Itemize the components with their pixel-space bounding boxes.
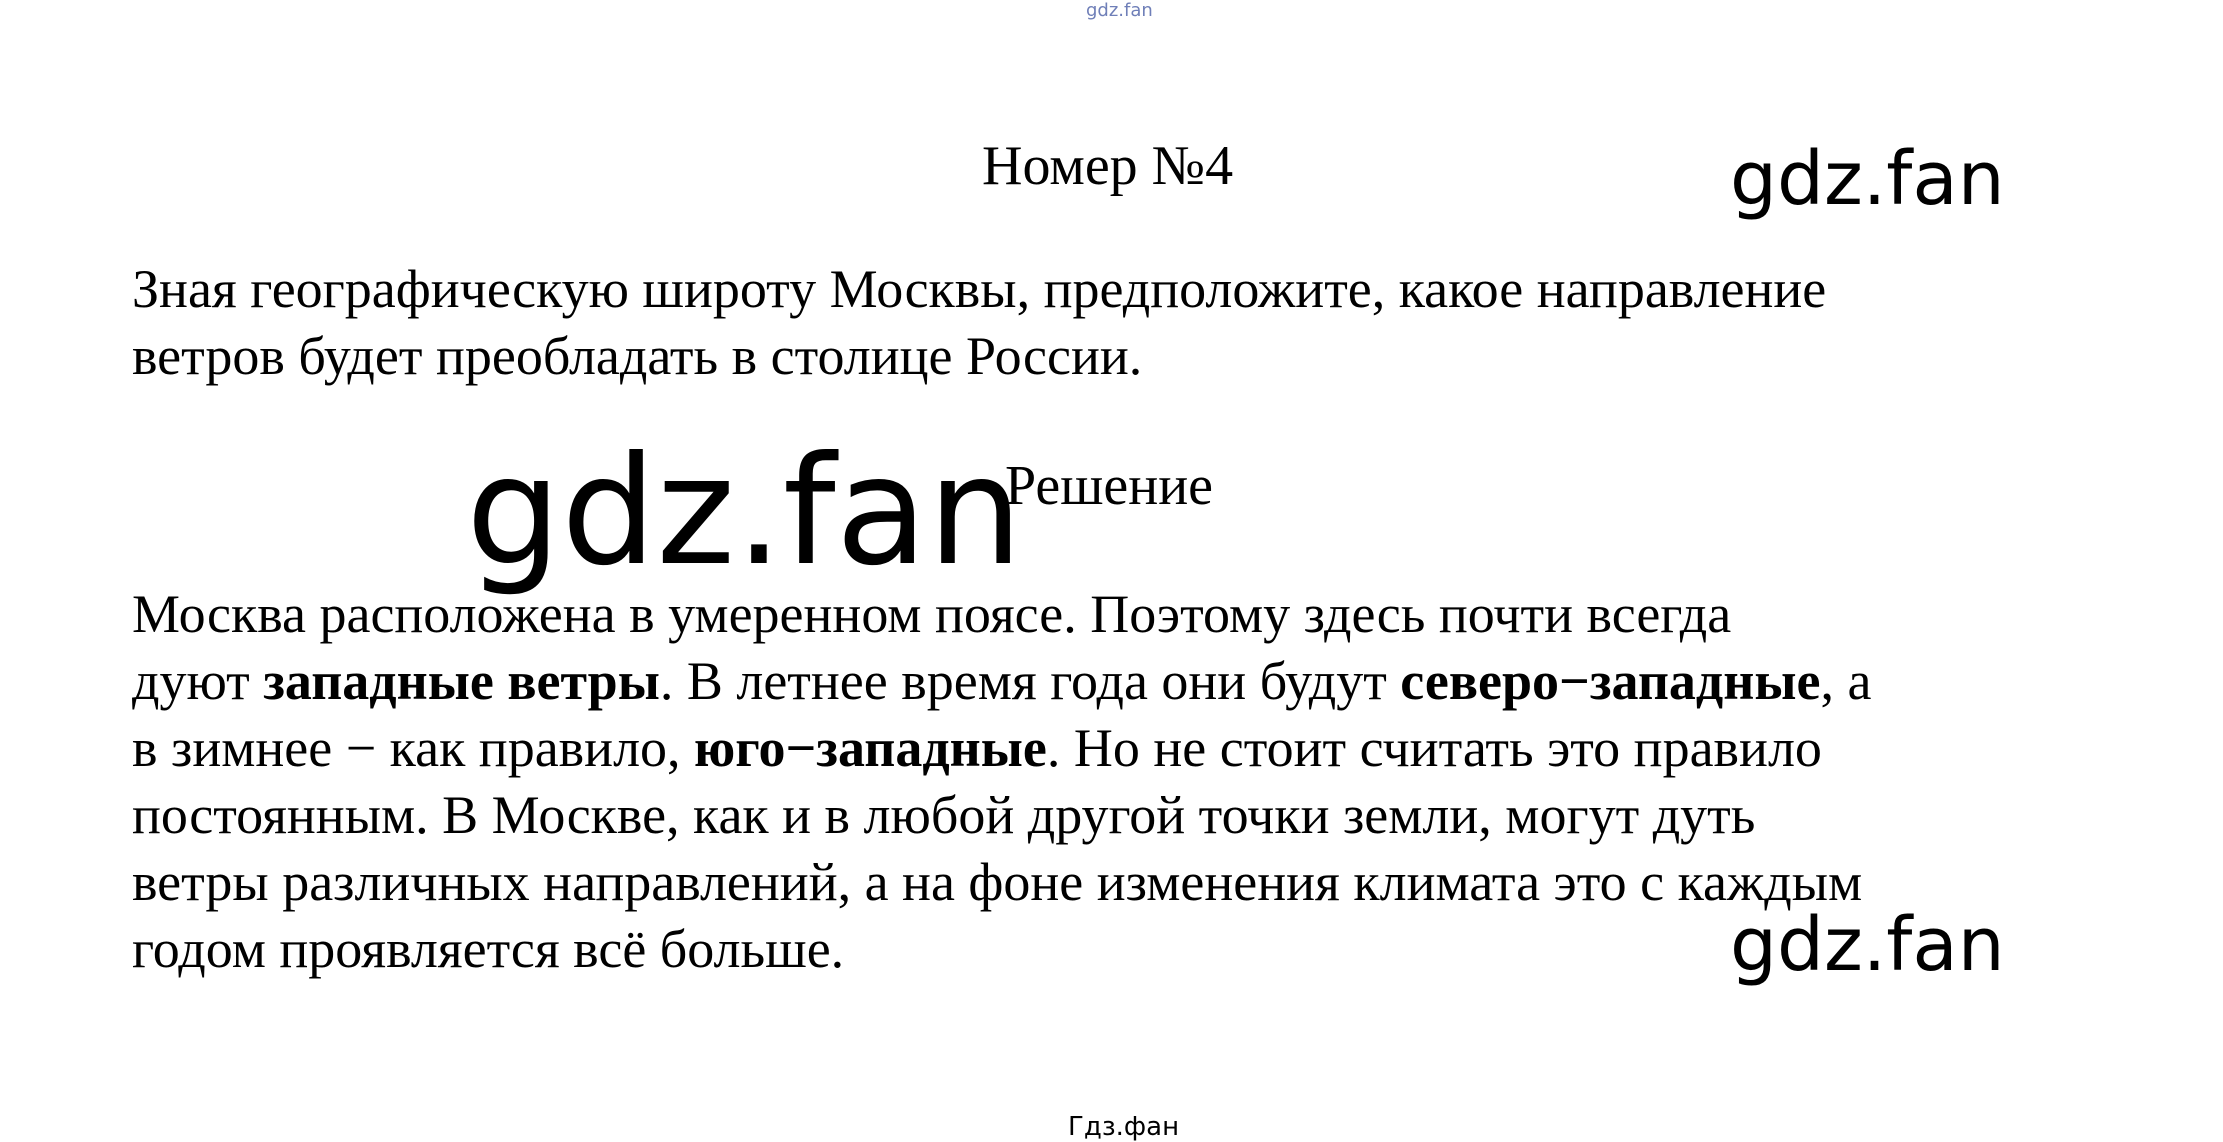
watermark-right-bottom: gdz.fan — [1730, 902, 2005, 988]
question-line: ветров будет преобладать в столице России. — [132, 326, 1143, 386]
top-watermark: gdz.fan — [1086, 0, 1153, 21]
bold-term-southwest: юго−западные — [694, 718, 1047, 778]
solution-heading: Решение — [1005, 455, 1214, 517]
watermark-large: gdz.fan — [466, 425, 1023, 599]
answer-text-run: . Но не стоит считать это правило — [1046, 718, 1822, 778]
answer-text — [132, 581, 1871, 983]
bold-term-western-winds: западные ветры — [263, 651, 660, 711]
answer-line: ветры различных направлений, а на фоне изменения климата это с каждым — [132, 852, 1863, 912]
footer-watermark: Гдз.фан — [1068, 1112, 1180, 1142]
answer-line: постоянным. В Москве, как и в любой другой точки земли, могут дуть — [132, 785, 1756, 845]
answer-text-run: . В летнее время года они будут — [659, 651, 1401, 711]
answer-line: Москва расположена в умеренном поясе. Поэтому здесь почти всегда — [132, 584, 1732, 644]
answer-line — [132, 648, 1871, 715]
problem-title: Номер №4 — [982, 135, 1234, 197]
answer-line — [132, 715, 1871, 782]
bold-term-northwest: северо−западные — [1400, 651, 1821, 711]
answer-text-run: в зимнее − как правило, — [132, 718, 695, 778]
answer-text-run: дуют — [132, 651, 264, 711]
watermark-right-top: gdz.fan — [1730, 136, 2005, 222]
question-line: Зная географическую широту Москвы, предположите, какое направление — [132, 259, 1827, 319]
question-text — [132, 256, 1826, 390]
answer-line: годом проявляется всё больше. — [132, 919, 845, 979]
answer-text-run: , а — [1820, 651, 1872, 711]
